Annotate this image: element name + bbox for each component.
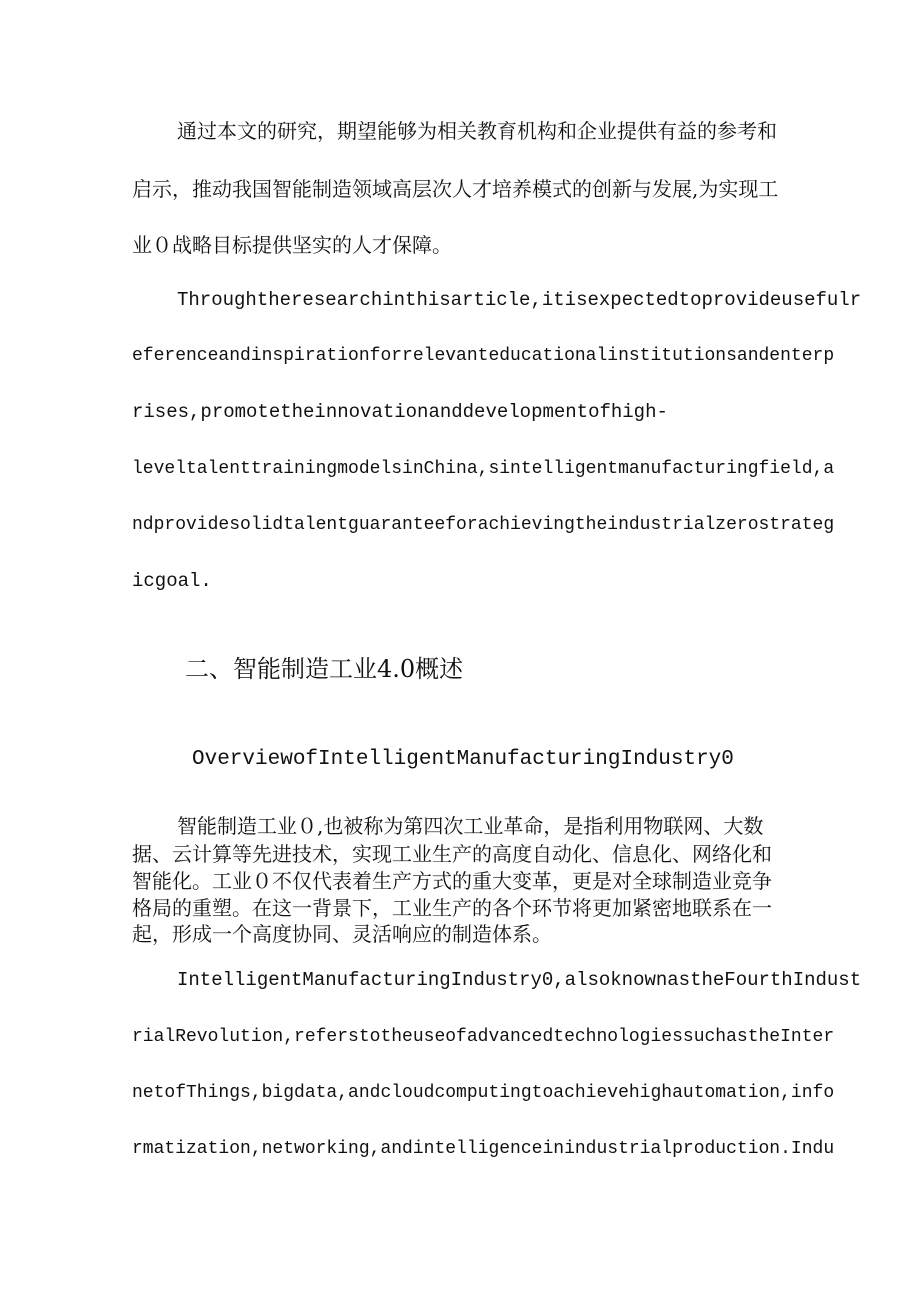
paragraph-line: eferenceandinspirationforrelevanteducationalinstitutionsandenterp xyxy=(132,346,835,366)
section-heading: 二、智能制造工业4.0概述 xyxy=(185,655,464,683)
paragraph-line: Throughtheresearchinthisarticle,itisexpectedtoprovideusefulr xyxy=(177,289,862,311)
paragraph-line: 起，形成一个高度协同、灵活响应的制造体系。 xyxy=(132,922,552,946)
paragraph-line: 通过本文的研究，期望能够为相关教育机构和企业提供有益的参考和 xyxy=(177,119,777,143)
paragraph-line: rmatization,networking,andintelligenceinindustrialproduction.Indu xyxy=(132,1139,835,1159)
section-subheading: OverviewofIntelligentManufacturingIndustry0 xyxy=(192,748,734,771)
paragraph-line: ndprovidesolidtalentguaranteeforachievingtheindustrialzerostrateg xyxy=(132,515,835,535)
paragraph-line: 格局的重塑。在这一背景下，工业生产的各个环节将更加紧密地联系在一 xyxy=(132,896,772,920)
paragraph-line: 智能制造工业０,也被称为第四次工业革命，是指利用物联网、大数 xyxy=(177,814,764,838)
paragraph-line: rialRevolution,referstotheuseofadvancedtechnologiessuchastheInter xyxy=(132,1027,835,1047)
paragraph-line: 启示，推动我国智能制造领域高层次人才培养模式的创新与发展,为实现工 xyxy=(132,177,779,201)
paragraph-line: leveltalenttrainingmodelsinChina,sintelligentmanufacturingfield,a xyxy=(132,459,835,479)
paragraph-line: 据、云计算等先进技术，实现工业生产的高度自动化、信息化、网络化和 xyxy=(132,842,772,866)
paragraph-line: 业０战略目标提供坚实的人才保障。 xyxy=(132,233,452,257)
paragraph-line: netofThings,bigdata,andcloudcomputingtoachievehighautomation,info xyxy=(132,1083,835,1103)
paragraph-line: rises,promotetheinnovationanddevelopmentofhigh- xyxy=(132,401,668,423)
paragraph-line: IntelligentManufacturingIndustry0,alsoknownastheFourthIndust xyxy=(177,969,862,991)
paragraph-line: icgoal. xyxy=(132,570,212,592)
paragraph-line: 智能化。工业０不仅代表着生产方式的重大变革，更是对全球制造业竞争 xyxy=(132,869,772,893)
